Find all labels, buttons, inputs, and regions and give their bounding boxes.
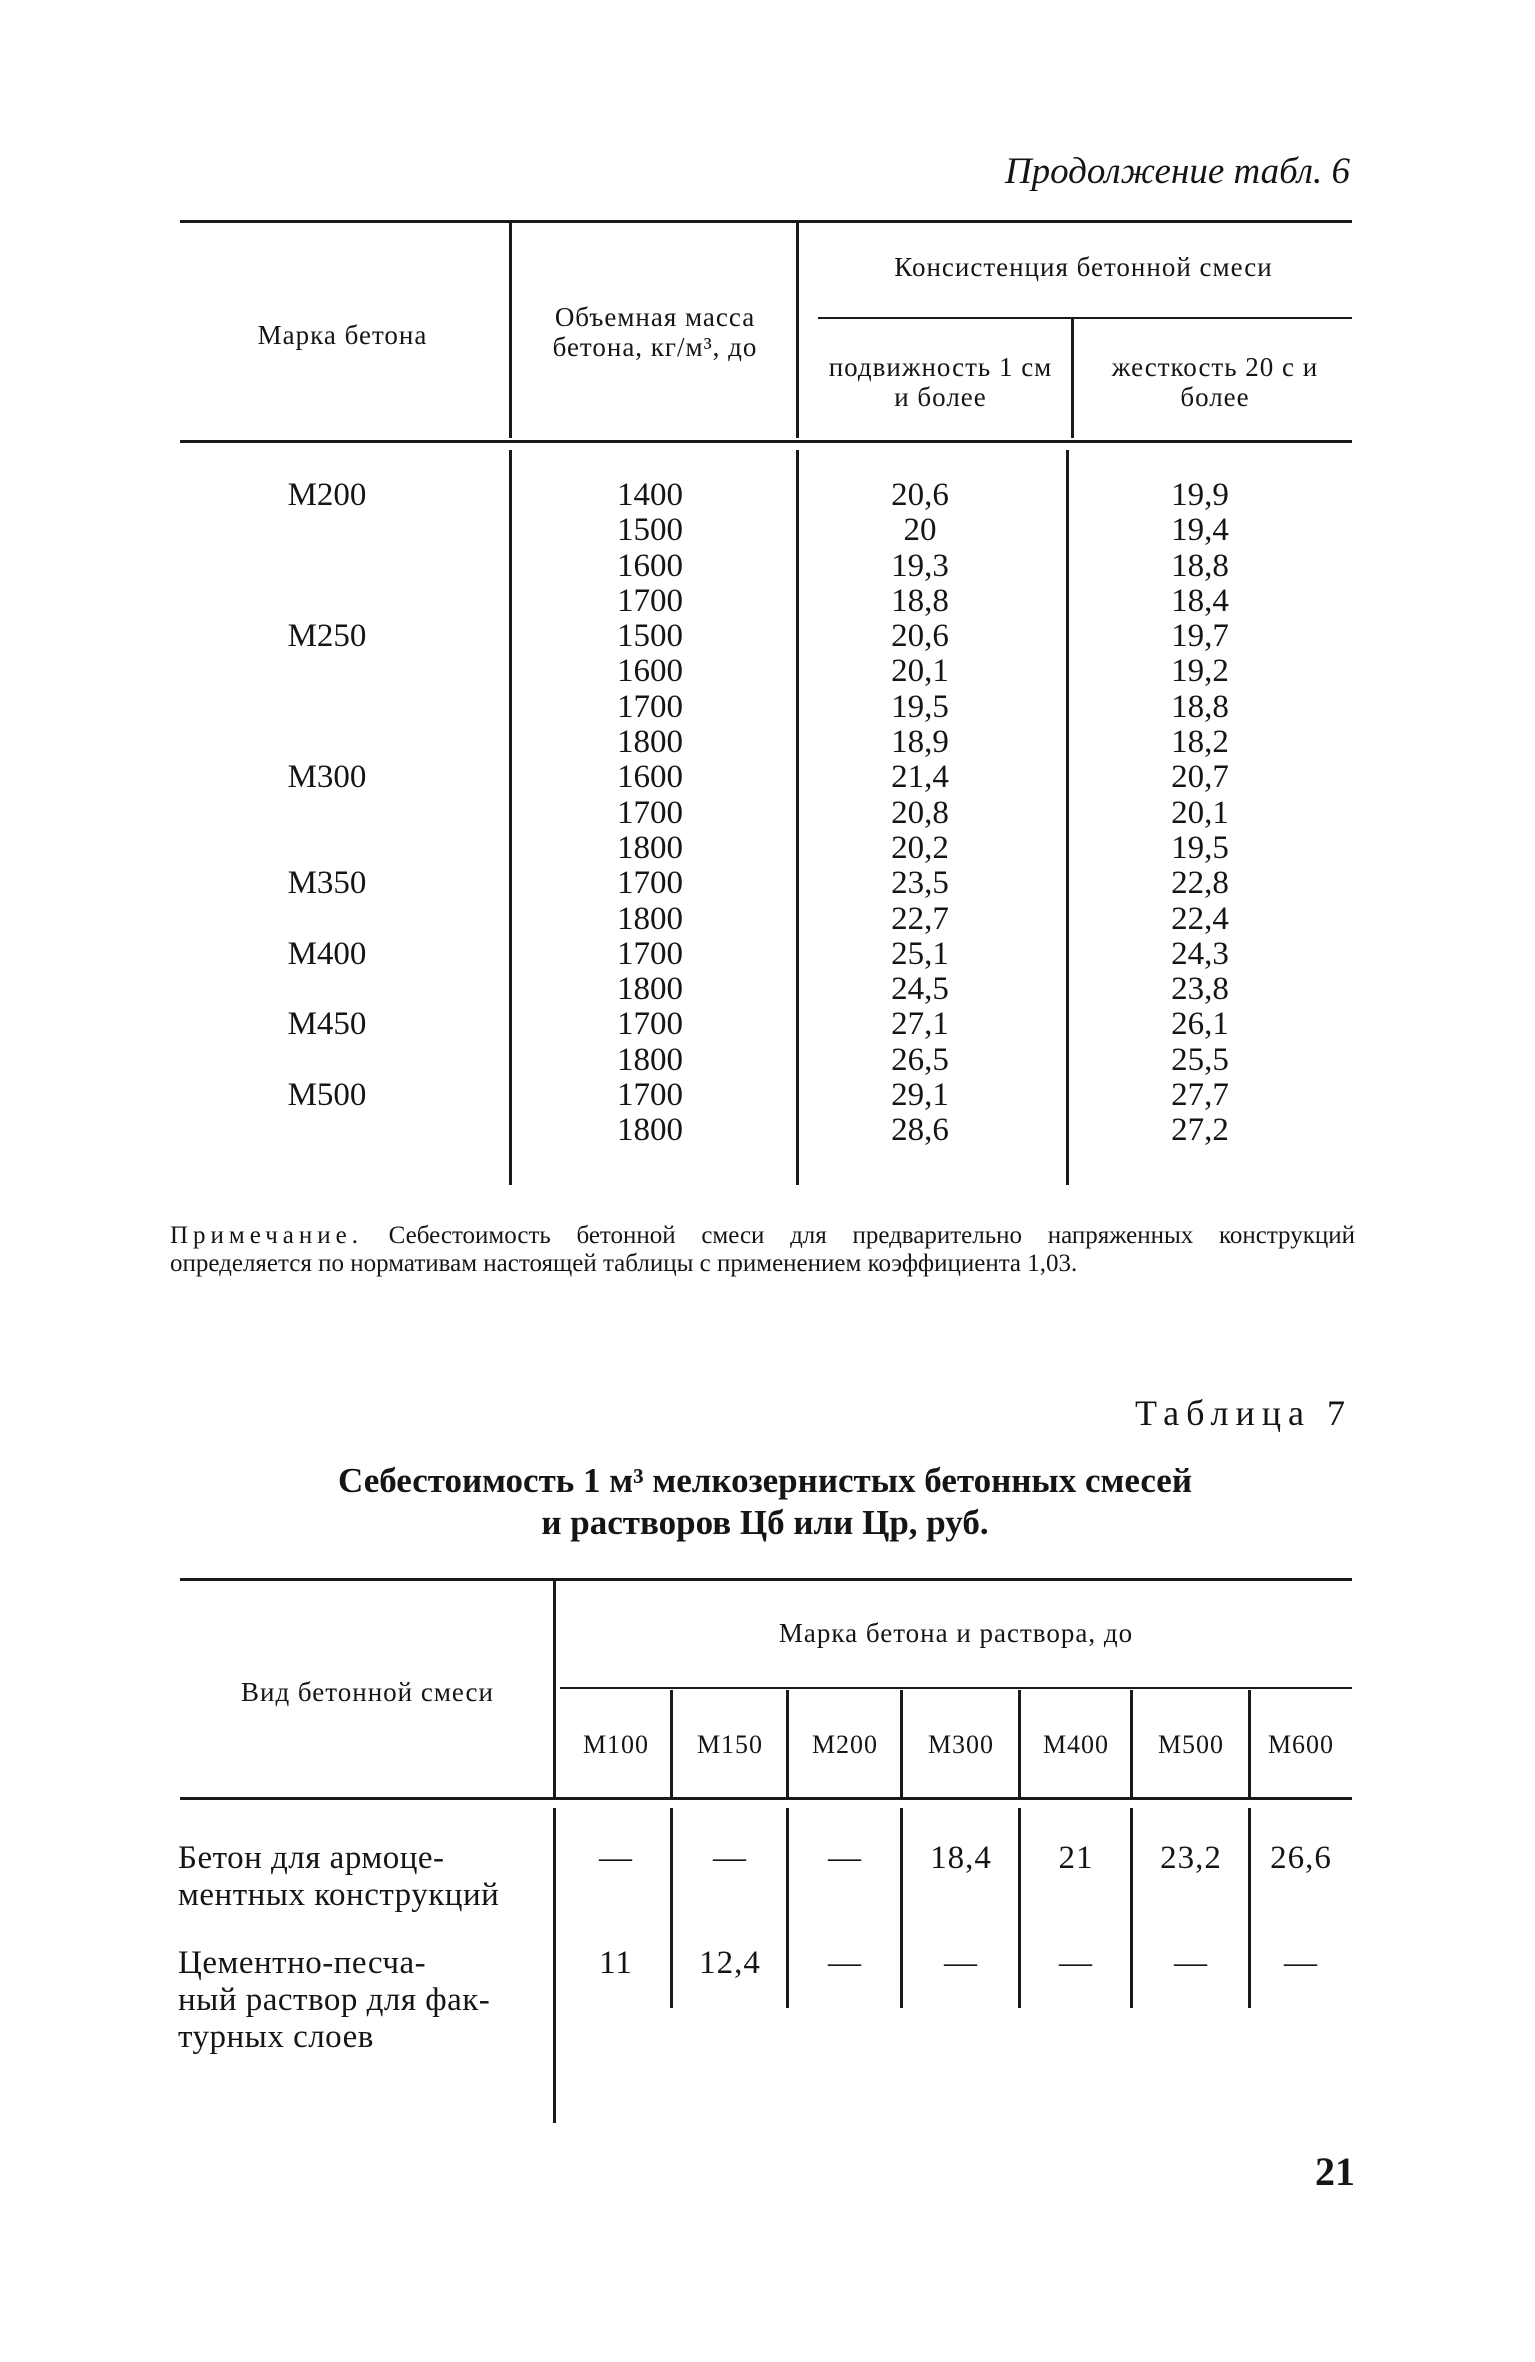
table6-stiffness-cell: 19,4 bbox=[1171, 512, 1229, 549]
table7-cell: 12,4 bbox=[699, 1945, 761, 1981]
table6-grade-cell: М500 bbox=[287, 1077, 367, 1114]
table7-grade-header: М400 bbox=[1042, 1730, 1110, 1759]
table7-header-mix-type: Вид бетонной смеси bbox=[240, 1677, 494, 1707]
table6-density-cell: 1700 bbox=[617, 865, 683, 902]
table7-grade-header: М300 bbox=[927, 1730, 995, 1759]
table7-header-divider bbox=[670, 1690, 673, 1797]
table6-mobility-cell: 21,4 bbox=[891, 759, 949, 796]
table7-grade-header: М200 bbox=[811, 1730, 879, 1759]
table6-density-cell: 1800 bbox=[617, 971, 683, 1008]
table6-density-column bbox=[590, 478, 710, 1149]
table7-title-line2: и растворов Цб или Цр, руб. bbox=[541, 1503, 989, 1542]
table6-density-cell: 1700 bbox=[617, 794, 683, 831]
table6-mobility-column bbox=[870, 478, 970, 1149]
table6-grade-cell bbox=[232, 1043, 422, 1078]
table6-mobility-cell: 20 bbox=[903, 512, 937, 549]
table6-note bbox=[170, 1222, 1355, 1278]
table7-cell: 18,4 bbox=[930, 1840, 992, 1876]
table7-row-label bbox=[178, 1945, 548, 2056]
table6-body-vline-2 bbox=[796, 450, 799, 1185]
table6-caption: Продолжение табл. 6 bbox=[1004, 151, 1350, 192]
table6-density-cell: 1700 bbox=[617, 1006, 683, 1043]
table6-body-vline-3 bbox=[1066, 450, 1069, 1185]
table6-grade-cell bbox=[232, 796, 422, 831]
table6-header-rule bbox=[180, 440, 1352, 443]
table7-top-rule bbox=[180, 1578, 1352, 1581]
table6-density-cell: 1600 bbox=[617, 547, 683, 584]
table6-density-cell: 1600 bbox=[617, 653, 683, 690]
table6-stiffness-cell: 23,8 bbox=[1171, 971, 1229, 1008]
table6-grade-cell: М350 bbox=[287, 865, 367, 902]
table6-grade-cell: М200 bbox=[287, 477, 367, 513]
table6-density-cell: 1800 bbox=[617, 1112, 683, 1149]
table7-cell: — bbox=[828, 1840, 862, 1876]
table6-density-cell: 1700 bbox=[617, 1077, 683, 1114]
table6-header-consistency: Консистенция бетонной смеси bbox=[894, 252, 1273, 282]
table6-density-cell: 1500 bbox=[617, 618, 683, 655]
table6-stiffness-cell: 19,5 bbox=[1171, 829, 1229, 866]
table6-density-cell: 1700 bbox=[617, 688, 683, 725]
table7-cell: — bbox=[1174, 1945, 1208, 1981]
table6-density-cell: 1800 bbox=[617, 724, 683, 761]
table6-mobility-cell: 27,1 bbox=[891, 1006, 949, 1043]
table6-mobility-cell: 28,6 bbox=[891, 1112, 949, 1149]
table6-grade-cell bbox=[232, 513, 422, 548]
table6-vline-2 bbox=[796, 222, 799, 438]
table7-header-divider bbox=[900, 1690, 903, 1797]
table6-mobility-cell: 23,5 bbox=[891, 865, 949, 902]
table6-density-cell: 1400 bbox=[617, 477, 683, 513]
table6-stiffness-cell: 20,1 bbox=[1171, 794, 1229, 831]
table7-cell: 23,2 bbox=[1160, 1840, 1222, 1876]
table6-mobility-cell: 25,1 bbox=[891, 935, 949, 972]
page-number: 21 bbox=[1315, 2149, 1355, 2194]
table6-stiffness-cell: 20,7 bbox=[1171, 759, 1229, 796]
table6-vline-1 bbox=[509, 222, 512, 438]
table7-caption: Таблица 7 bbox=[1135, 1393, 1352, 1433]
table6-stiffness-cell: 22,8 bbox=[1171, 865, 1229, 902]
table7-grade-header: М600 bbox=[1267, 1730, 1335, 1759]
table6-stiffness-cell: 18,4 bbox=[1171, 582, 1229, 619]
table7-row-label-line: Цементно-песча- bbox=[178, 1945, 427, 1981]
table7-grade-header: М500 bbox=[1157, 1730, 1225, 1759]
table7-header-divider bbox=[1018, 1690, 1021, 1797]
table6-grade-column bbox=[232, 478, 422, 1149]
table7-row-label-line: Бетон для армоце- bbox=[178, 1840, 445, 1876]
table6-top-rule bbox=[180, 220, 1352, 223]
table7-row-label-line: ный раствор для фак- bbox=[178, 1982, 491, 2018]
table7-grade-header: М150 bbox=[696, 1730, 764, 1759]
table6-note-text: Себестоимость бетонной смеси для предварительно напряженных конструкций определяется по нормативам настоящей таблицы с применением коэффициента 1,03. bbox=[170, 1222, 1355, 1277]
table6-grade-cell bbox=[232, 584, 422, 619]
table6-header-grade: Марка бетона bbox=[257, 320, 428, 350]
table6-mobility-cell: 24,5 bbox=[891, 971, 949, 1008]
table6-header-mobility: подвижность 1 см и более bbox=[828, 352, 1053, 412]
table6-density-cell: 1600 bbox=[617, 759, 683, 796]
table6-mobility-cell: 18,8 bbox=[891, 582, 949, 619]
table6-mobility-cell: 19,3 bbox=[891, 547, 949, 584]
table7-header-divider bbox=[1248, 1690, 1251, 1797]
table7-cell: — bbox=[713, 1840, 747, 1876]
table6-stiffness-cell: 19,9 bbox=[1171, 477, 1229, 513]
table6-stiffness-cell: 18,8 bbox=[1171, 547, 1229, 584]
table6-mobility-cell: 26,5 bbox=[891, 1041, 949, 1078]
table7-row-label-line: турных слоев bbox=[178, 2019, 374, 2055]
table7-title bbox=[180, 1460, 1350, 1544]
table6-mobility-cell: 18,9 bbox=[891, 724, 949, 761]
table6-consistency-rule bbox=[818, 317, 1352, 319]
table6-density-cell: 1700 bbox=[617, 935, 683, 972]
table6-note-label: Примечание. bbox=[170, 1222, 364, 1249]
table6-mobility-cell: 22,7 bbox=[891, 900, 949, 937]
table6-grade-cell bbox=[232, 972, 422, 1007]
table6-grade-cell: М400 bbox=[287, 935, 367, 972]
table6-grade-cell bbox=[232, 654, 422, 689]
table6-stiffness-cell: 22,4 bbox=[1171, 900, 1229, 937]
table7-header-grade-group: Марка бетона и раствора, до bbox=[778, 1618, 1134, 1648]
table6-stiffness-cell: 18,2 bbox=[1171, 724, 1229, 761]
table6-grade-cell: М300 bbox=[287, 759, 367, 796]
table6-mobility-cell: 29,1 bbox=[891, 1077, 949, 1114]
table6-mobility-cell: 20,6 bbox=[891, 477, 949, 513]
table6-stiffness-column bbox=[1150, 478, 1250, 1149]
table7-cell: — bbox=[1059, 1945, 1093, 1981]
table6-body-vline-1 bbox=[509, 450, 512, 1185]
table6-mobility-cell: 20,2 bbox=[891, 829, 949, 866]
table6-grade-cell: М450 bbox=[287, 1006, 367, 1043]
table6-density-cell: 1800 bbox=[617, 1041, 683, 1078]
table6-grade-cell bbox=[232, 1113, 422, 1148]
table6-density-cell: 1800 bbox=[617, 829, 683, 866]
table7-header-divider bbox=[786, 1690, 789, 1797]
table6-stiffness-cell: 24,3 bbox=[1171, 935, 1229, 972]
table6-stiffness-cell: 25,5 bbox=[1171, 1041, 1229, 1078]
table7-cell: — bbox=[599, 1840, 633, 1876]
table7-cell: — bbox=[944, 1945, 978, 1981]
table6-density-cell: 1700 bbox=[617, 582, 683, 619]
table6-header-density: Объемная масса бетона, кг/м³, до bbox=[552, 302, 758, 362]
table7-cell: 21 bbox=[1058, 1840, 1094, 1876]
table7-cell: — bbox=[1284, 1945, 1318, 1981]
table7-header-rule bbox=[180, 1797, 1352, 1800]
table6-stiffness-cell: 18,8 bbox=[1171, 688, 1229, 725]
table6-vline-3 bbox=[1071, 319, 1074, 438]
table7-grade-rule bbox=[560, 1687, 1352, 1689]
table7-vline-0 bbox=[553, 1580, 556, 1798]
table6-grade-cell: М250 bbox=[287, 618, 367, 655]
table6-mobility-cell: 19,5 bbox=[891, 688, 949, 725]
table7-body-vline-0 bbox=[553, 1808, 556, 2123]
table6-mobility-cell: 20,1 bbox=[891, 653, 949, 690]
table6-stiffness-cell: 27,7 bbox=[1171, 1077, 1229, 1114]
table6-stiffness-cell: 19,7 bbox=[1171, 618, 1229, 655]
table6-density-cell: 1800 bbox=[617, 900, 683, 937]
table7-row-label-line: ментных конструкций bbox=[178, 1877, 500, 1913]
table6-grade-cell bbox=[232, 690, 422, 725]
table6-mobility-cell: 20,8 bbox=[891, 794, 949, 831]
table7-cell: 26,6 bbox=[1270, 1840, 1332, 1876]
table6-stiffness-cell: 26,1 bbox=[1171, 1006, 1229, 1043]
table6-grade-cell bbox=[232, 831, 422, 866]
table7-cell: 11 bbox=[599, 1945, 633, 1981]
table7-header-divider bbox=[1130, 1690, 1133, 1797]
table6-stiffness-cell: 19,2 bbox=[1171, 653, 1229, 690]
table6-density-cell: 1500 bbox=[617, 512, 683, 549]
table6-grade-cell bbox=[232, 725, 422, 760]
table7-cell: — bbox=[828, 1945, 862, 1981]
table7-grade-header: М100 bbox=[582, 1730, 650, 1759]
table6-header-stiffness: жесткость 20 с и более bbox=[1111, 352, 1319, 412]
table6-grade-cell bbox=[232, 902, 422, 937]
table6-mobility-cell: 20,6 bbox=[891, 618, 949, 655]
table6-stiffness-cell: 27,2 bbox=[1171, 1112, 1229, 1149]
table6-grade-cell bbox=[232, 549, 422, 584]
table7-title-line1: Себестоимость 1 м³ мелкозернистых бетонных смесей bbox=[338, 1461, 1192, 1500]
table7-row-label bbox=[178, 1840, 548, 1914]
